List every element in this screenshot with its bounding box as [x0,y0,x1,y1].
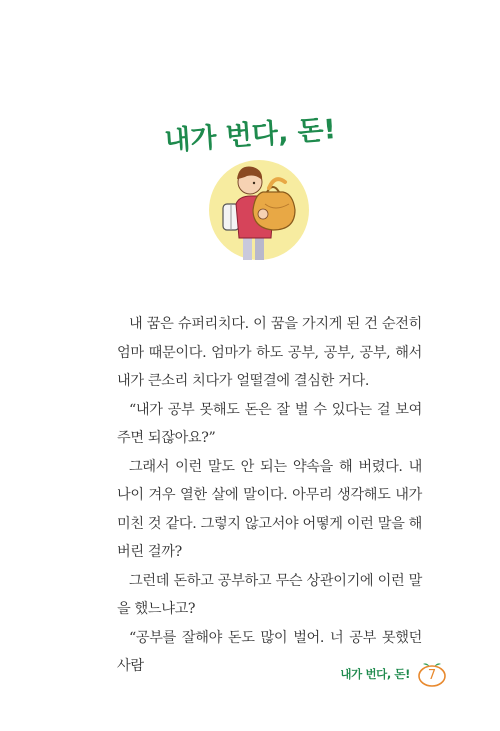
paragraph: “공부를 잘해야 돈도 많이 벌어. 너 공부 못했던 사람 [117,629,422,674]
running-title: 내가 번다, 돈! [340,667,410,681]
chapter-title [0,108,500,158]
paragraph: “내가 공부 못해도 돈은 잘 벌 수 있다는 걸 보여 주면 되잖아요?” [117,401,422,446]
paragraph: 내 꿈은 슈퍼리치다. 이 꿈을 가지게 된 건 순전히 엄마 때문이다. 엄마가 하도 공부, 공부, 공부, 해서 내가 큰소리 치다가 얼떨결에 결심한 거다. [117,316,422,389]
story-body [117,310,422,681]
page-footer [340,661,447,687]
paragraph: 그런데 돈하고 공부하고 무슨 상관이기에 이런 말을 했느냐고? [117,572,422,617]
page-number: 7 [427,668,437,683]
chapter-title-text: 내가 번다, 돈! [163,114,337,157]
page-badge [417,661,447,687]
boy-carrying-money-bag-illustration [203,152,315,262]
paragraph: 그래서 이런 말도 안 되는 약속을 해 버렸다. 내 나이 겨우 열한 살에 말이다. 아무리 생각해도 내가 미친 것 같다. 그렇지 않고서야 어떻게 이런 말을 해 버린 걸까? [117,458,422,560]
